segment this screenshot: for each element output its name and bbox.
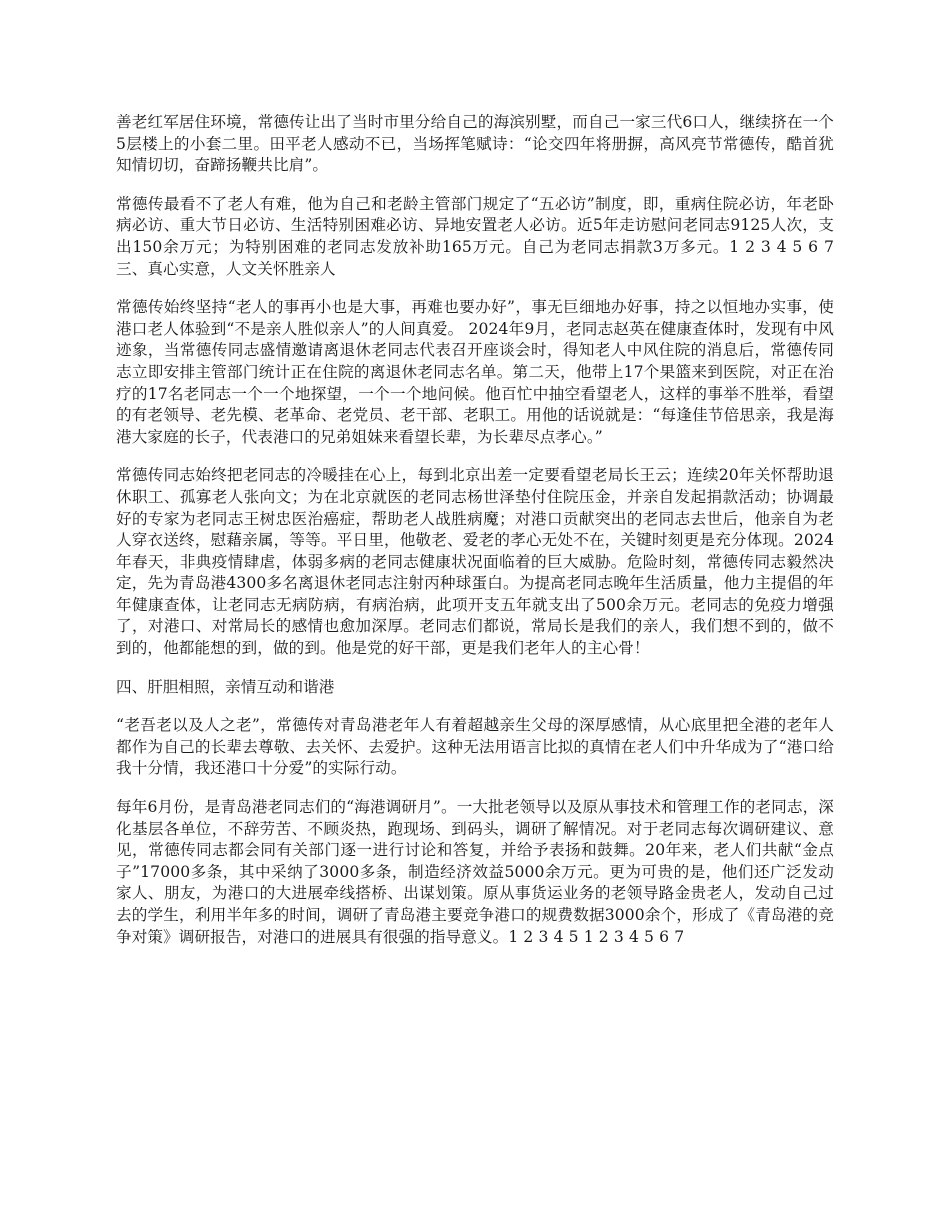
paragraph-five-visits: 常德传最看不了老人有难，他为自己和老龄主管部门规定了“五必访”制度，即，重病住院必访，年老卧病必访、重大节日必访、生活特别困难必访、异地安置老人必访。近5年走访慰问老同志9125人次，支出150余万元；为特别困难的老同志发放补助165万元。自己为老同志捐款3万多元。1 2 3 4 5 6 7 三、真心实意，人文关怀胜亲人 [116, 194, 834, 278]
paragraph-respect-elders: “老吾老以及人之老”，常德传对青岛港老年人有着超越亲生父母的深厚感情，从心底里把全港的老年人都作为自己的长辈去尊敬、去关怀、去爱护。这种无法用语言比拟的真情在老人们中升华成为了“港口给我十分情，我还港口十分爱”的实际行动。 [116, 716, 834, 778]
paragraph-research-month: 每年6月份，是青岛港老同志们的“海港调研月”。一大批老领导以及原从事技术和管理工作的老同志，深化基层各单位，不辞劳苦、不顾炎热，跑现场、到码头，调研了解情况。对于老同志每次调研建议、意见，常德传同志都会同有关部门逐一进行讨论和答复，并给予表扬和鼓舞。20年来，老人们共献“金点子”17000多条，其中采纳了3000多条，制造经济效益5000余万元。更为可贵的是，他们还广泛发动家人、朋友，为港口的大进展牵线搭桥、出谋划策。原从事货运业务的老领导路金贵老人，发动自己过去的学生，利用半年多的时间，调研了青岛港主要竞争港口的规费数据3000余个，形成了《青岛港的竞争对策》调研报告，对港口的进展具有很强的指导意义。1 2 3 4 5 1 2 3 4 5 6 7 [116, 798, 834, 946]
paragraph-warmth: 常德传同志始终把老同志的冷暖挂在心上，每到北京出差一定要看望老局长王云；连续20年关怀帮助退休职工、孤寡老人张向文；为在北京就医的老同志杨世泽垫付住院压金，并亲自发起捐款活动；协调最好的专家为老同志王树忠医治癌症，帮助老人战胜病魔；对港口贡献突出的老同志去世后，他亲自为老人穿衣送终，慰藉亲属，等等。平日里，他敬老、爱老的孝心无处不在，关键时刻更是充分体现。2024年春天，非典疫情肆虐，体弱多病的老同志健康状况面临着的巨大威胁。危险时刻，常德传同志毅然决定，先为青岛港4300多名离退休老同志注射丙种球蛋白。为提高老同志晚年生活质量，他力主提倡的年年健康查体，让老同志无病防病，有病治病，此项开支五年就支出了500余万元。老同志的免疫力增强了，对港口、对常局长的感情也愈加深厚。老同志们都说，常局长是我们的亲人，我们想不到的，做不到的，他都能想的到，做的到。他是党的好干部，更是我们老年人的主心骨！ [116, 466, 834, 658]
section-heading-four: 四、肝胆相照，亲情互动和谐港 [116, 677, 335, 696]
paragraph-housing: 善老红军居住环境，常德传让出了当时市里分给自己的海滨别墅，而自己一家三代6口人，继续挤在一个5层楼上的小套二里。田平老人感动不已，当场挥笔赋诗：“论交四年将册摒，高风亮节常德传，酷首犹知情切切，奋蹄扬鞭共比肩”。 [116, 113, 834, 175]
paragraph-real-care: 常德传始终坚持“老人的事再小也是大事，再难也要办好”，事无巨细地办好事，持之以恒地办实事，使港口老人体验到“不是亲人胜似亲人”的人间真爱。 2024年9月，老同志赵英在健康查体时，发现有中风迹象，当常德传同志盛情邀请离退休老同志代表召开座谈会时，得知老人中风住院的消息后，常德传同志立即安排主管部门统计正在住院的离退休老同志名单。第二天，他带上17个果篮来到医院，对正在治疗的17名老同志一个一个地探望，一个一个地问候。他百忙中抽空看望老人，这样的事举不胜举，看望的有老领导、老先模、老革命、老党员、老干部、老职工。用他的话说就是：“每逢佳节倍思亲，我是海港大家庭的长子，代表港口的兄弟姐妹来看望长辈，为长辈尽点孝心。” [116, 298, 834, 446]
